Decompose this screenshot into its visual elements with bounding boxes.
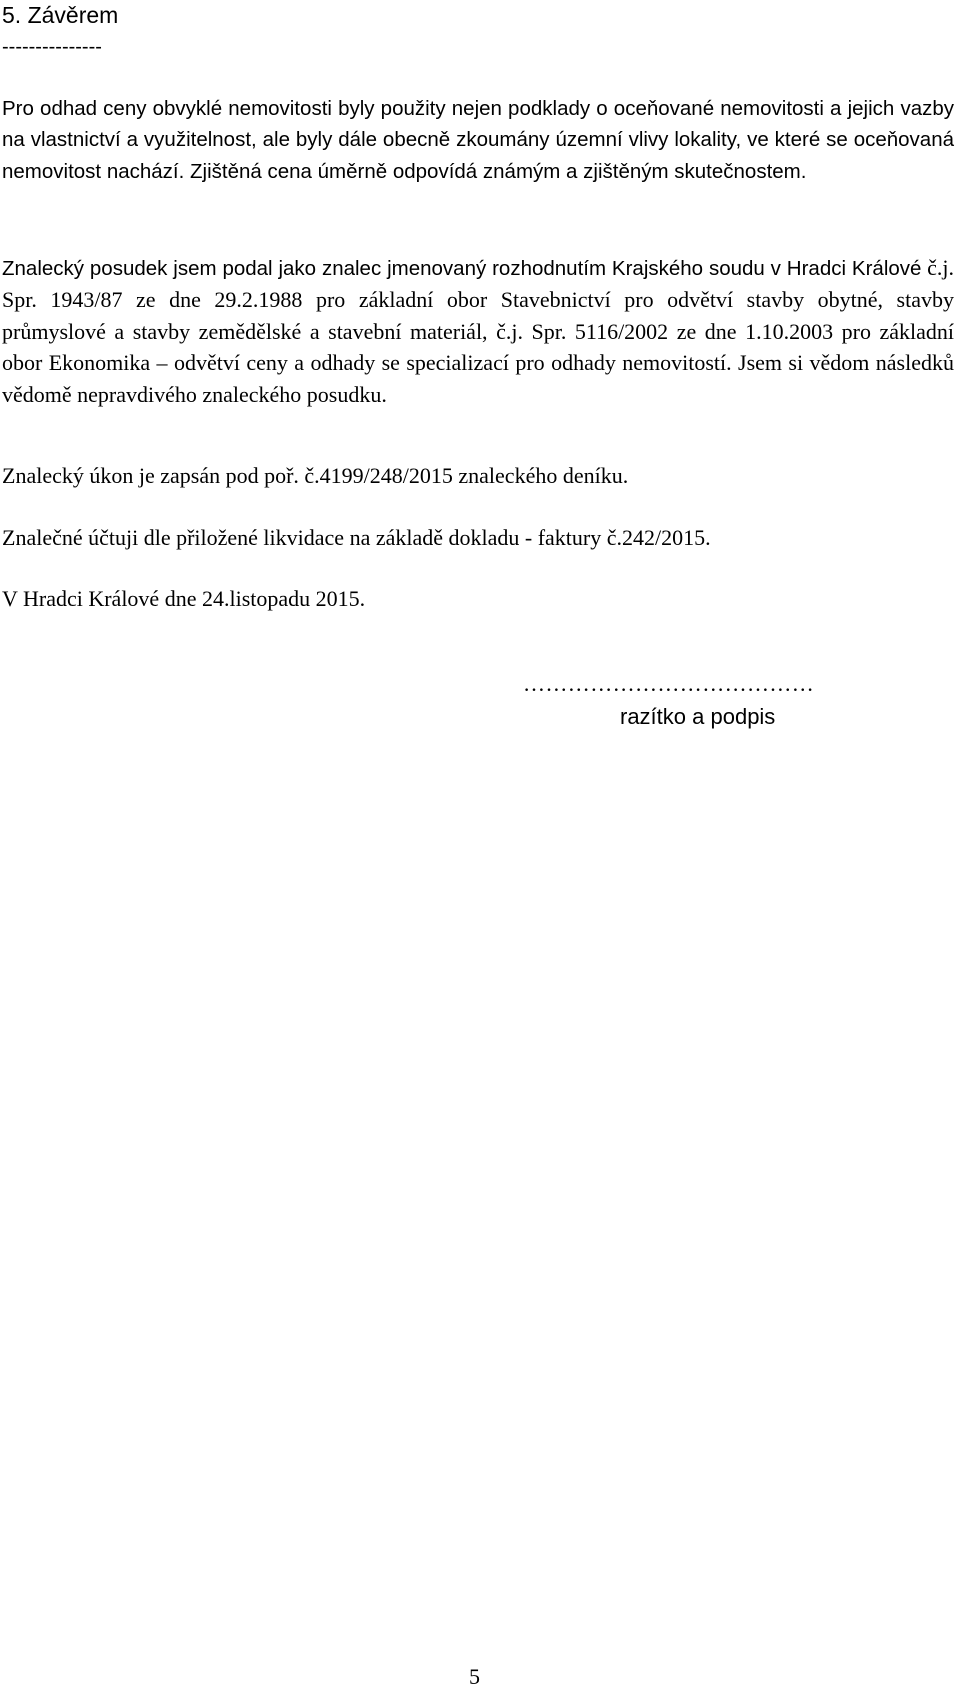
paragraph-expert-appointment-part-2: č.j. Spr. 1943/87 ze dne 29.2.1988 pro základní obor Stavebnictví pro odvětví stavby obytné, stavby průmyslové a stavby zemědělské a stavební materiál, č.j. Spr. 5116/2002 ze dne 1.10.2003 pro základní obor Ekonomika – odvětví ceny a odhady se specializací pro odhady nemovitostí. Jsem si vědom následků vědomě nepravdivého znaleckého posudku. xyxy=(2,255,954,408)
signature-line: ………………………………… xyxy=(523,671,815,696)
paragraph-expert-appointment-part-1: Znalecký posudek jsem podal jako znalec jmenovaný rozhodnutím Krajského soudu v Hradci Králové xyxy=(2,257,922,280)
section-title: 5. Závěrem xyxy=(2,2,119,28)
paragraph-expert-appointment xyxy=(2,252,954,411)
section-underline: --------------- xyxy=(2,36,102,58)
paragraph-log-entry: Znalecký úkon je zapsán pod poř. č.4199/248/2015 znaleckého deníku. xyxy=(2,463,629,488)
paragraph-conclusion: Pro odhad ceny obvyklé nemovitosti byly použity nejen podklady o oceňované nemovitosti a jejich vazby na vlastnictví a využitelnost, ale byly dále obecně zkoumány územní vlivy lokality, ve které se oceňovaná nemovitost nachází. Zjištěná cena úměrně odpovídá známým a zjištěným skutečnostem. xyxy=(2,97,954,183)
signature-label: razítko a podpis xyxy=(620,704,776,729)
page-number: 5 xyxy=(469,1664,480,1689)
paragraph-invoice: Znalečné účtuji dle přiložené likvidace na základě dokladu - faktury č.242/2015. xyxy=(2,525,711,550)
paragraph-place-date: V Hradci Králové dne 24.listopadu 2015. xyxy=(2,586,366,611)
